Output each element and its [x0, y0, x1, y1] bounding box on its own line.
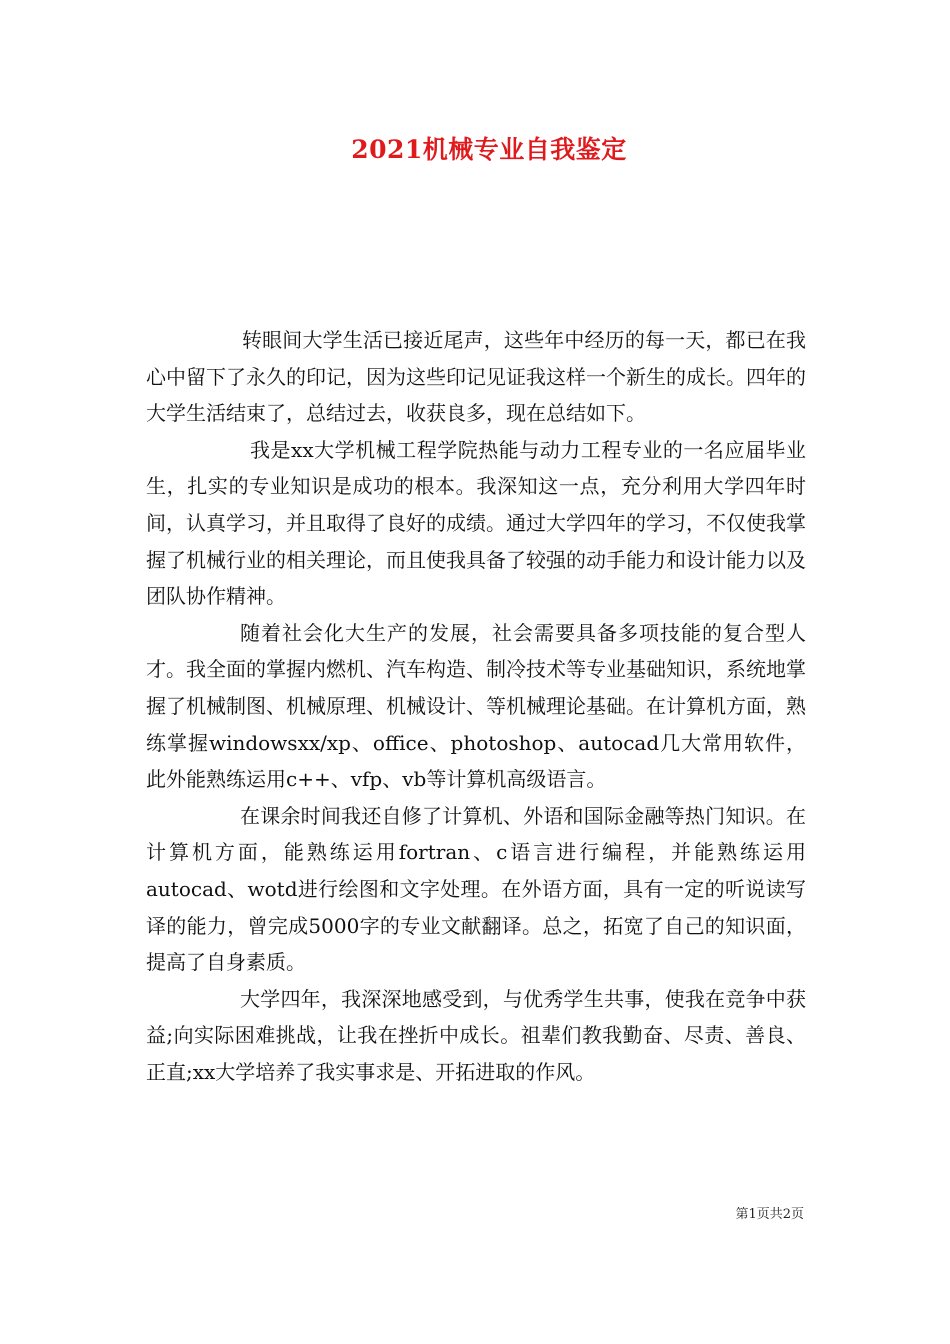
page-title: 2021机械专业自我鉴定 — [351, 135, 627, 164]
paragraph-4: 在课余时间我还自修了计算机、外语和国际金融等热门知识。在计算机方面，能熟练运用fortran、c语言进行编程，并能熟练运用autocad、wotd进行绘图和文字处理。在外语方面，具有一定的听说读写译的能力，曾完成5000字的专业文献翻译。总之，拓宽了自己的知识面，提高了自身素质。 — [146, 803, 806, 975]
paragraph-1: 转眼间大学生活已接近尾声，这些年中经历的每一天，都已在我心中留下了永久的印记，因为这些印记见证我这样一个新生的成长。四年的大学生活结束了，总结过去，收获良多，现在总结如下。 — [146, 328, 806, 426]
paragraph-2: 我是xx大学机械工程学院热能与动力工程专业的一名应届毕业生，扎实的专业知识是成功的根本。我深知这一点，充分利用大学四年时间，认真学习，并且取得了良好的成绩。通过大学四年的学习，不仅使我掌握了机械行业的相关理论，而且使我具备了较强的动手能力和设计能力以及团队协作精神。 — [146, 437, 806, 609]
paragraph-5: 大学四年，我深深地感受到，与优秀学生共事，使我在竞争中获益;向实际困难挑战，让我在挫折中成长。祖辈们教我勤奋、尽责、善良、正直;xx大学培养了我实事求是、开拓进取的作风。 — [146, 986, 806, 1084]
page-number-footer: 第1页共2页 — [735, 1207, 804, 1222]
document-body — [146, 322, 806, 1090]
paragraph-3: 随着社会化大生产的发展，社会需要具备多项技能的复合型人才。我全面的掌握内燃机、汽车构造、制冷技术等专业基础知识，系统地掌握了机械制图、机械原理、机械设计、等机械理论基础。在计算机方面，熟练掌握windowsxx/xp、office、photoshop、autocad几大常用软件，此外能熟练运用c++、vfp、vb等计算机高级语言。 — [146, 620, 806, 792]
